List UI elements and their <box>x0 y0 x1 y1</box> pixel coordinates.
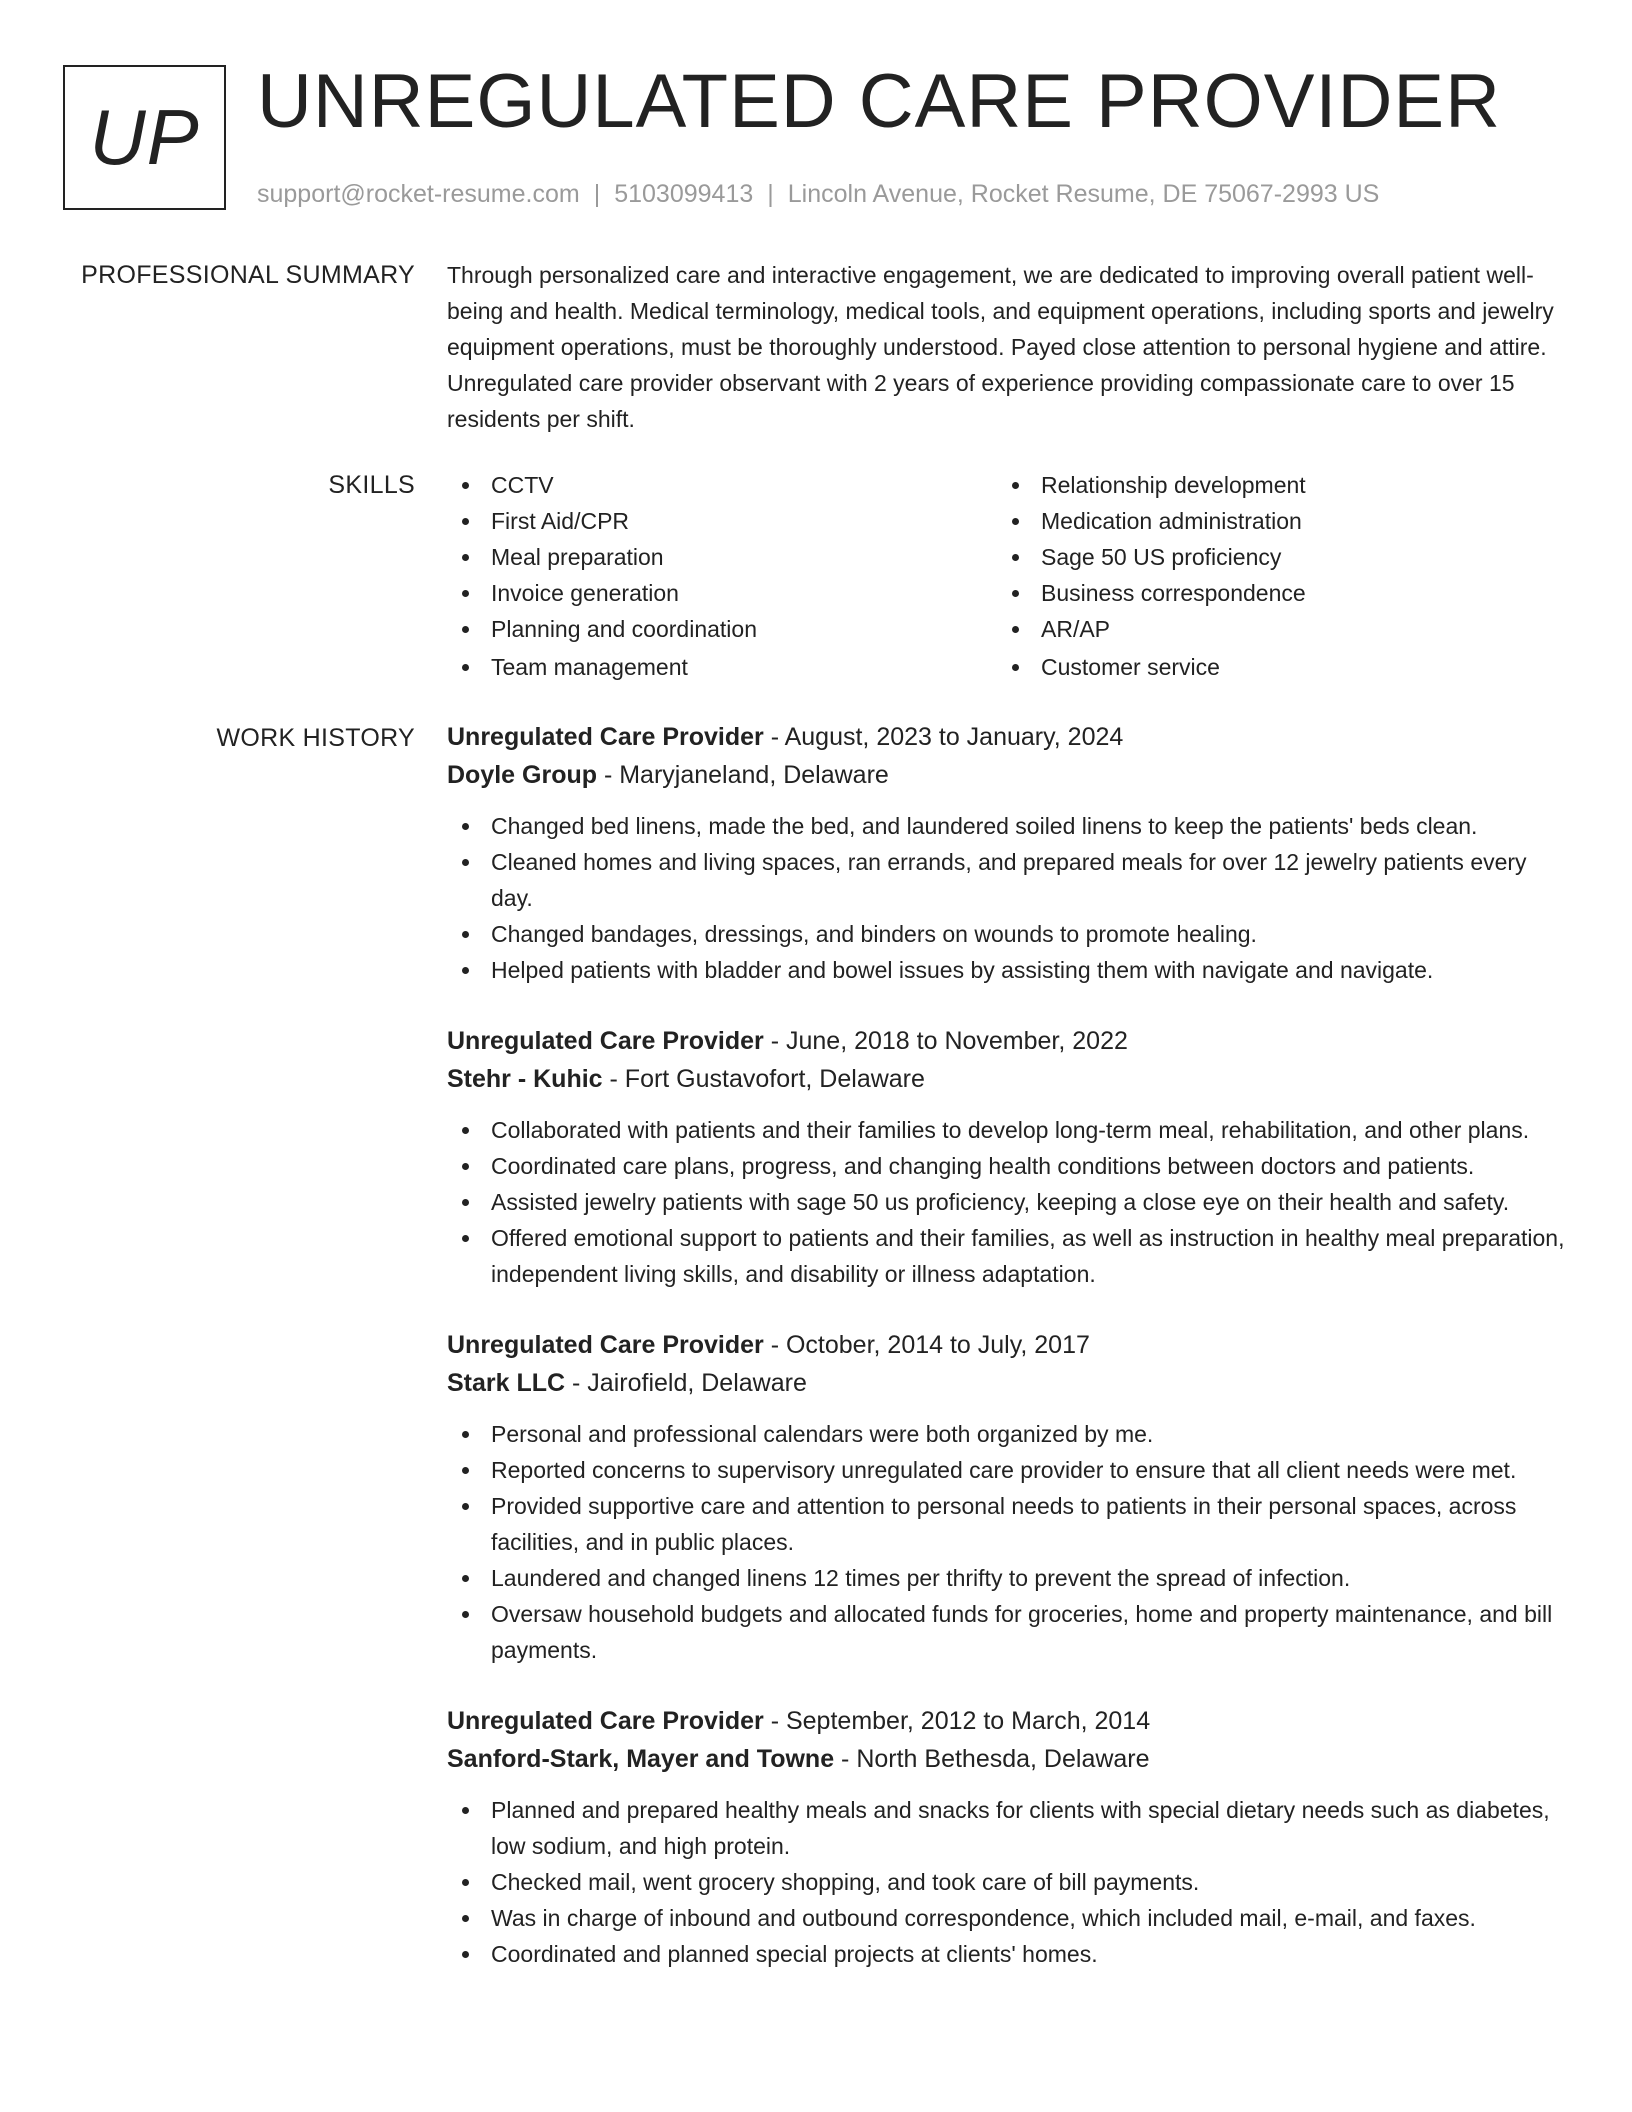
job-dates: - September, 2012 to March, 2014 <box>763 1707 1151 1735</box>
skill-item: AR/AP <box>997 611 1547 647</box>
job-bullet: Laundered and changed linens 12 times per thrifty to prevent the spread of infection. <box>447 1560 1567 1596</box>
job-company: Stark LLC <box>447 1369 566 1397</box>
skill-item: Customer service <box>997 649 1547 685</box>
job-bullet: Planned and prepared healthy meals and snacks for clients with special dietary needs such as diabetes, low sodium, and high protein. <box>447 1792 1567 1864</box>
contact-phone: 5103099413 <box>614 180 754 208</box>
job-entry <box>447 1326 1567 1668</box>
job-bullet: Cleaned homes and living spaces, ran errands, and prepared meals for over 12 jewelry patients every day. <box>447 844 1567 916</box>
job-bullet: Checked mail, went grocery shopping, and took care of bill payments. <box>447 1864 1567 1900</box>
skill-item: Medication administration <box>997 503 1547 539</box>
job-company-line <box>447 1364 1567 1402</box>
job-dates: - June, 2018 to November, 2022 <box>763 1027 1128 1055</box>
contact-line <box>257 180 1592 209</box>
job-bullet: Assisted jewelry patients with sage 50 us proficiency, keeping a close eye on their health and safety. <box>447 1184 1567 1220</box>
skills-column-left <box>447 467 997 685</box>
job-location: - Fort Gustavofort, Delaware <box>602 1065 925 1093</box>
job-bullet: Helped patients with bladder and bowel issues by assisting them with navigate and navigate. <box>447 952 1567 988</box>
job-bullets <box>447 808 1567 988</box>
job-bullet: Changed bandages, dressings, and binders on wounds to promote healing. <box>447 916 1567 952</box>
job-company-line <box>447 1060 1567 1098</box>
skill-item: First Aid/CPR <box>447 503 997 539</box>
job-title: Unregulated Care Provider <box>447 1027 764 1055</box>
skill-item: Invoice generation <box>447 575 997 611</box>
work-history-heading: WORK HISTORY <box>216 724 415 752</box>
job-bullets <box>447 1792 1567 1972</box>
candidate-name: UNREGULATED CARE PROVIDER <box>257 59 1502 144</box>
job-bullet: Coordinated care plans, progress, and changing health conditions between doctors and patients. <box>447 1148 1567 1184</box>
skills-heading: SKILLS <box>328 471 415 499</box>
job-bullet: Offered emotional support to patients and their families, as well as instruction in healthy meal preparation, independent living skills, and disability or illness adaptation. <box>447 1220 1567 1292</box>
contact-separator: | <box>593 180 601 208</box>
contact-separator: | <box>767 180 774 208</box>
job-bullet: Coordinated and planned special projects at clients' homes. <box>447 1936 1567 1972</box>
job-bullet: Reported concerns to supervisory unregulated care provider to ensure that all client needs were met. <box>447 1452 1567 1488</box>
job-location: - Maryjaneland, Delaware <box>597 761 889 789</box>
job-company: Sanford-Stark, Mayer and Towne <box>447 1745 835 1773</box>
job-company: Stehr - Kuhic <box>447 1065 603 1093</box>
job-bullets <box>447 1416 1567 1668</box>
monogram-initials: UP <box>89 93 200 181</box>
skill-item: Meal preparation <box>447 539 997 575</box>
summary-text: Through personalized care and interactive engagement, we are dedicated to improving overall patient well-being and health. Medical terminology, medical tools, and equipment operations, including sports and jewelry equipment operations, must be thoroughly understood. Payed close attention to personal hygiene and attire. Unregulated care provider observant with 2 years of experience providing compassionate care to over 15 residents per shift. <box>447 262 1554 432</box>
summary-heading: PROFESSIONAL SUMMARY <box>81 261 415 289</box>
job-title: Unregulated Care Provider <box>447 1331 764 1359</box>
job-company: Doyle Group <box>447 761 598 789</box>
job-title-line <box>447 718 1567 756</box>
job-title: Unregulated Care Provider <box>447 1707 764 1735</box>
job-dates: - October, 2014 to July, 2017 <box>763 1331 1090 1359</box>
contact-address: Lincoln Avenue, Rocket Resume, DE 75067-2993 US <box>787 180 1380 208</box>
job-bullets <box>447 1112 1567 1292</box>
contact-email: support@rocket-resume.com <box>257 180 580 208</box>
job-location: - North Bethesda, Delaware <box>834 1745 1150 1773</box>
job-company-line <box>447 756 1567 794</box>
skill-item: Relationship development <box>997 467 1547 503</box>
skill-item: Business correspondence <box>997 575 1547 611</box>
job-bullet: Was in charge of inbound and outbound correspondence, which included mail, e-mail, and faxes. <box>447 1900 1567 1936</box>
resume-header <box>257 58 1592 209</box>
job-entry <box>447 1022 1567 1292</box>
skills-columns <box>447 467 1567 685</box>
job-bullet: Collaborated with patients and their families to develop long-term meal, rehabilitation, and other plans. <box>447 1112 1567 1148</box>
job-company-line <box>447 1740 1567 1778</box>
skill-item: Team management <box>447 649 997 685</box>
job-bullet: Changed bed linens, made the bed, and laundered soiled linens to keep the patients' beds clean. <box>447 808 1567 844</box>
job-bullet: Personal and professional calendars were both organized by me. <box>447 1416 1567 1452</box>
job-entry <box>447 718 1567 988</box>
job-entry <box>447 1702 1567 1972</box>
job-title-line <box>447 1702 1567 1740</box>
skill-item: CCTV <box>447 467 997 503</box>
skill-item: Planning and coordination <box>447 611 997 647</box>
monogram-box <box>63 65 226 210</box>
job-title-line <box>447 1022 1567 1060</box>
job-location: - Jairofield, Delaware <box>565 1369 807 1397</box>
skill-item: Sage 50 US proficiency <box>997 539 1547 575</box>
job-dates: - August, 2023 to January, 2024 <box>763 723 1124 751</box>
work-history-list <box>447 718 1567 2006</box>
job-bullet: Provided supportive care and attention to personal needs to patients in their personal spaces, across facilities, and in public places. <box>447 1488 1567 1560</box>
job-title: Unregulated Care Provider <box>447 723 764 751</box>
skills-column-right <box>997 467 1547 685</box>
job-bullet: Oversaw household budgets and allocated funds for groceries, home and property maintenance, and bill payments. <box>447 1596 1567 1668</box>
job-title-line <box>447 1326 1567 1364</box>
